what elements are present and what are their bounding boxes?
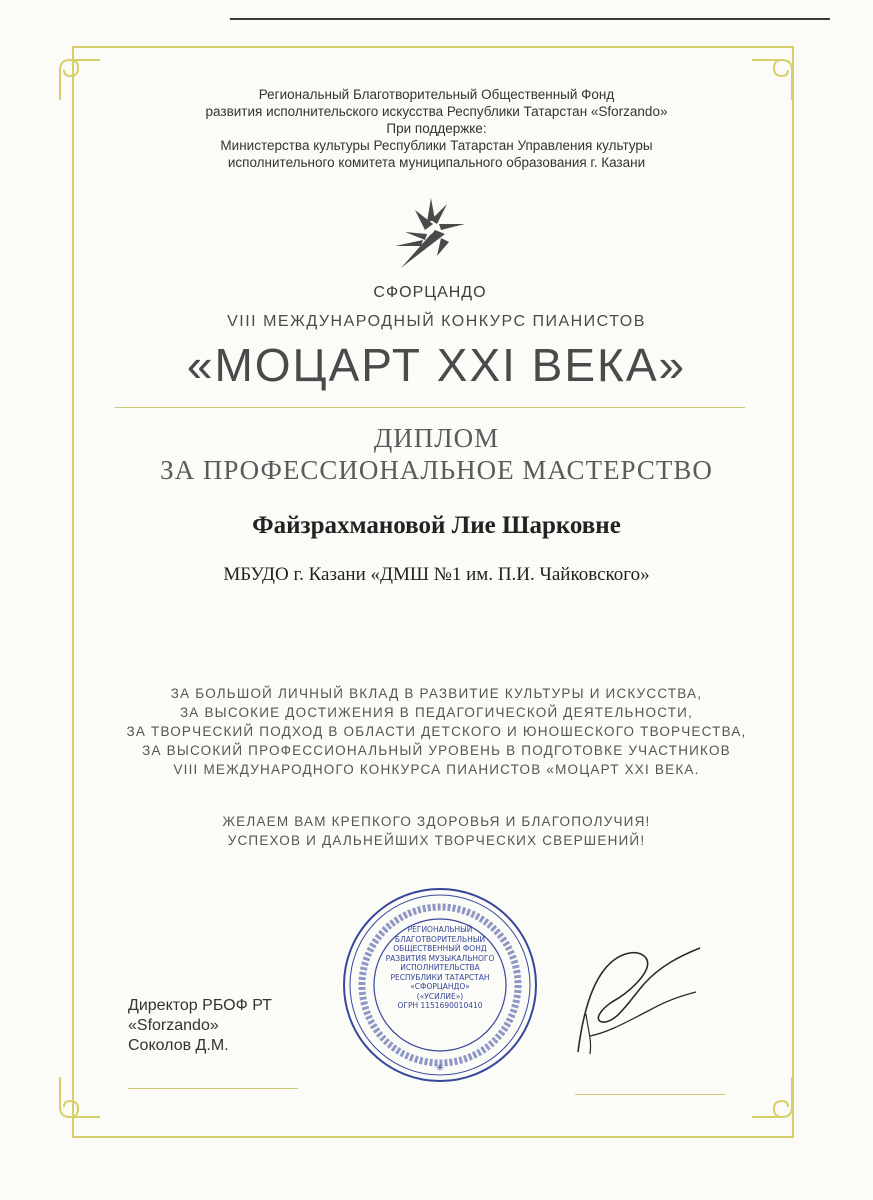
organization-header [120, 86, 753, 171]
wish-line: УСПЕХОВ И ДАЛЬНЕЙШИХ ТВОРЧЕСКИХ СВЕРШЕНИЙ! [227, 833, 646, 848]
director-name: Соколов Д.М. [128, 1037, 229, 1054]
diploma-title [100, 422, 773, 486]
signature-line-left [128, 1088, 298, 1089]
seal-line: ОБЩЕСТВЕННЫЙ ФОНД [393, 944, 487, 953]
scan-edge-line [230, 18, 830, 20]
corner-ornament-icon [56, 56, 102, 102]
seal-text [376, 925, 504, 1011]
svg-text:✳: ✳ [435, 1063, 445, 1074]
handwritten-signature-icon [560, 940, 720, 1060]
seal-line: РЕСПУБЛИКИ ТАТАРСТАН [390, 972, 490, 982]
bird-logo-icon [385, 190, 475, 280]
merit-line: ЗА ТВОРЧЕСКИЙ ПОДХОД В ОБЛАСТИ ДЕТСКОГО И ЮНОШЕСКОГО ТВОРЧЕСТВА, [126, 724, 747, 739]
seal-line: «СФОРЦАНДО» [410, 982, 470, 991]
diploma-title-line: ДИПЛОМ [373, 423, 500, 453]
director-block [128, 996, 272, 1056]
divider [115, 407, 745, 408]
logo-text: СФОРЦАНДО [373, 284, 487, 301]
corner-ornament-icon [750, 56, 796, 102]
wish-line: ЖЕЛАЕМ ВАМ КРЕПКОГО ЗДОРОВЬЯ И БЛАГОПОЛУЧИЯ! [222, 814, 651, 829]
corner-ornament-icon [750, 1075, 796, 1121]
header-line: исполнительного комитета муниципального образования г. Казани [227, 155, 646, 170]
header-line: При поддержке: [386, 121, 487, 136]
seal-line: РАЗВИТИЯ МУЗЫКАЛЬНОГО [385, 953, 495, 963]
signature-line-right [575, 1094, 725, 1095]
header-line: Региональный Благотворительный Общественный Фонд [258, 87, 615, 102]
contest-title: «МОЦАРТ XXI ВЕКА» [186, 339, 687, 391]
seal-line: ИСПОЛНИТЕЛЬСТВА [400, 963, 480, 972]
corner-ornament-icon [56, 1075, 102, 1121]
seal-line: РЕГИОНАЛЬНЫЙ [407, 925, 473, 934]
merit-line: ЗА ВЫСОКИЙ ПРОФЕССИОНАЛЬНЫЙ УРОВЕНЬ В ПОДГОТОВКЕ УЧАСТНИКОВ [142, 743, 731, 758]
diploma-title-line: ЗА ПРОФЕССИОНАЛЬНОЕ МАСТЕРСТВО [160, 455, 713, 485]
wishes-text [100, 812, 773, 850]
header-line: развития исполнительского искусства Республики Татарстан «Sforzando» [205, 104, 668, 119]
recipient-name: Файзрахмановой Лие Шарковне [252, 512, 621, 539]
header-line: Министерства культуры Республики Татарстан Управления культуры [220, 138, 653, 153]
seal-line: («УСИЛИЕ») [416, 991, 464, 1001]
director-title: Директор РБОФ РТ [128, 997, 272, 1014]
director-organization: «Sforzando» [128, 1017, 219, 1034]
recipient-institution: МБУДО г. Казани «ДМШ №1 им. П.И. Чайковского» [223, 564, 650, 585]
seal-line: ОГРН 1151690010410 [397, 1001, 483, 1010]
merits-text [100, 684, 773, 779]
contest-subtitle: VIII МЕЖДУНАРОДНЫЙ КОНКУРС ПИАНИСТОВ [227, 313, 646, 330]
seal-line: БЛАГОТВОРИТЕЛЬНЫЙ [394, 934, 486, 944]
merit-line: ЗА ВЫСОКИЕ ДОСТИЖЕНИЯ В ПЕДАГОГИЧЕСКОЙ ДЕЯТЕЛЬНОСТИ, [179, 705, 694, 720]
merit-line: VIII МЕЖДУНАРОДНОГО КОНКУРСА ПИАНИСТОВ «МОЦАРТ XXI ВЕКА. [173, 762, 700, 777]
merit-line: ЗА БОЛЬШОЙ ЛИЧНЫЙ ВКЛАД В РАЗВИТИЕ КУЛЬТУРЫ И ИСКУССТВА, [170, 686, 703, 701]
